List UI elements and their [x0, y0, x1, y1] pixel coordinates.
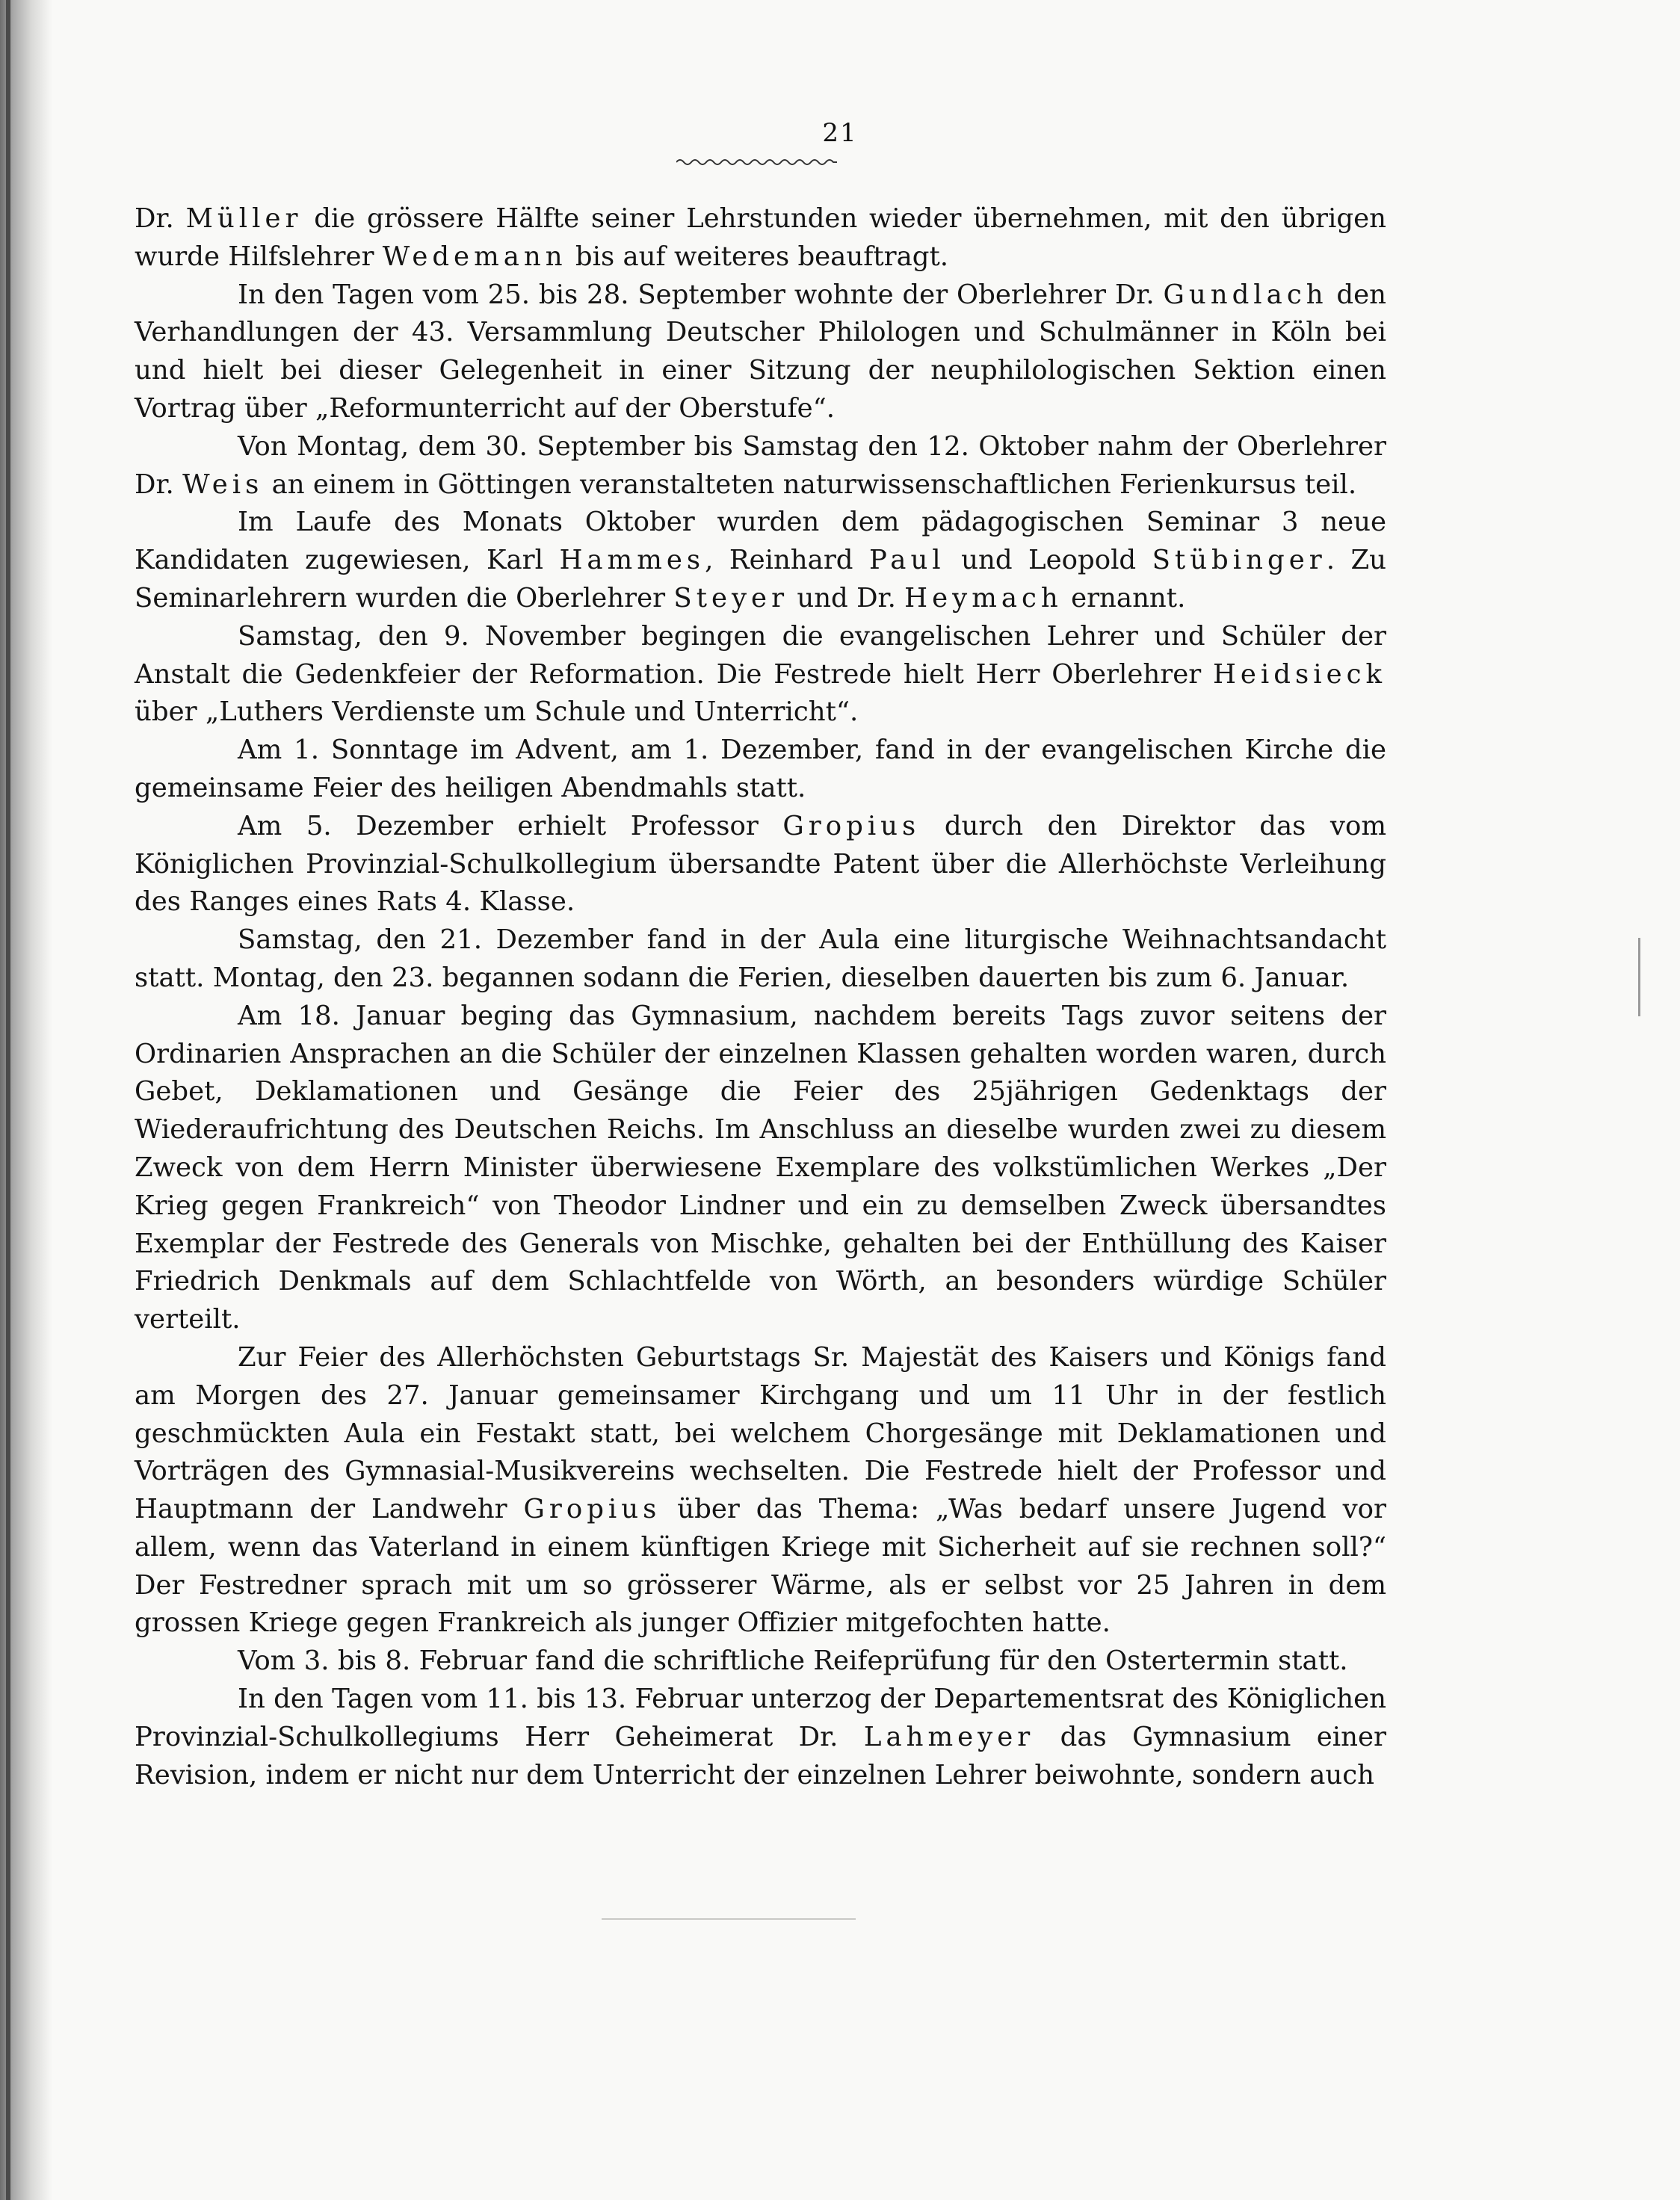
paragraph-p2 — [135, 276, 1386, 428]
text-run: ernannt. — [1062, 582, 1186, 614]
spaced-name: Stübinger — [1152, 545, 1327, 576]
spaced-name: Wedemann — [382, 241, 567, 272]
paragraph-p7 — [135, 808, 1386, 921]
bottom-rule — [602, 1918, 856, 1920]
text-run: . Zu Seminarlehrern wurden die Oberlehrer — [135, 545, 1386, 614]
text-run: und Leopold — [945, 545, 1152, 576]
text-run: Am 18. Januar beging das Gymnasium, nachdem bereits Tags zuvor seitens der Ordinarien Ansprachen an die Schüler der einzelnen Klassen gehalten worden waren, durch Gebet, Deklamationen und Gesänge die Feier des 25jährigen Gedenktags der Wiederaufrichtung des Deutschen Reichs. Im Anschluss an dieselbe wurden zwei zu diesem Zweck von dem Herrn Minister überwiesene Exemplare des volkstümlichen Werkes „Der Krieg gegen Frankreich“ von Theodor Lindner und ein zu demselben Zweck übersandtes Exemplar der Festrede des Generals von Mischke, gehalten bei der Enthüllung des Kaiser Friedrich Denkmals auf dem Schlachtfelde von Wörth, an besonders würdige Schüler verteilt. — [135, 1000, 1386, 1335]
text-run: Von Montag, dem 30. September bis Samstag den 12. Oktober nahm der Oberlehrer Dr. — [135, 430, 1386, 500]
text-run: Samstag, den 9. November begingen die evangelischen Lehrer und Schüler der Anstalt die Gedenkfeier der Reformation. Die Festrede hielt Herr Oberlehrer — [135, 620, 1386, 690]
text-run: In den Tagen vom 25. bis 28. September wohnte der Oberlehrer Dr. — [238, 279, 1164, 310]
paragraph-p9 — [135, 998, 1386, 1339]
text-run: Am 5. Dezember erhielt Professor — [238, 810, 783, 841]
spaced-name: Paul — [868, 545, 945, 576]
spaced-name: Hammes — [559, 545, 705, 576]
paragraph-p1 — [135, 200, 1386, 276]
text-run: , Reinhard — [705, 545, 869, 576]
paragraph-p8 — [135, 921, 1386, 998]
page-number-ornament — [676, 157, 837, 167]
text-run: den Verhandlungen der 43. Versammlung Deutscher Philologen und Schulmänner in Köln bei und hielt bei dieser Gelegenheit in einer Sitzung der neuphilologischen Sektion einen Vortrag über „Reformunterricht auf der Oberstufe“. — [135, 279, 1386, 424]
paragraph-p4 — [135, 504, 1386, 617]
binding-edge — [6, 0, 10, 2200]
text-run: Zur Feier des Allerhöchsten Geburtstags Sr. Majestät des Kaisers und Königs fand am Morgen des 27. Januar gemeinsamer Kirchgang und um 11 Uhr in der festlich geschmückten Aula ein Festakt statt, bei welchem Chorgesänge mit Deklamationen und Vorträgen des Gymnasial-Musikvereins wechselten. Die Festrede hielt der Professor und Hauptmann der Landwehr — [135, 1341, 1386, 1525]
paragraph-p3 — [135, 428, 1386, 504]
spaced-name: Heymach — [904, 582, 1063, 614]
spaced-name: Müller — [185, 203, 303, 234]
spaced-name: Heidsieck — [1212, 658, 1386, 690]
text-run: das Gymnasium einer Revision, indem er nicht nur dem Unterricht der einzelnen Lehrer beiwohnte, sondern auch — [135, 1721, 1387, 1790]
edge-mark — [1638, 938, 1640, 1016]
text-run: Am 1. Sonntage im Advent, am 1. Dezember, fand in der evangelischen Kirche die gemeinsame Feier des heiligen Abendmahls statt. — [135, 735, 1386, 803]
text-run: durch den Direktor das vom Königlichen Provinzial-Schulkollegium übersandte Patent über die Allerhöchste Verleihung des Ranges eines Rats 4. Klasse. — [135, 810, 1386, 918]
paragraph-p11 — [135, 1643, 1386, 1681]
page-number: 21 — [822, 118, 858, 148]
spaced-name: Lahmeyer — [863, 1721, 1035, 1752]
text-run: In den Tagen vom 11. bis 13. Februar unterzog der Departementsrat des Königlichen Provinzial-Schulkollegiums Herr Geheimerat Dr. — [135, 1684, 1386, 1752]
paragraph-p6 — [135, 732, 1386, 808]
body-text — [135, 200, 1386, 1794]
paragraph-p10 — [135, 1339, 1386, 1643]
text-run: Samstag, den 21. Dezember fand in der Aula eine liturgische Weihnachtsandacht statt. Montag, den 23. begannen sodann die Ferien, dieselben dauerten bis zum 6. Januar. — [135, 924, 1386, 993]
text-run: Dr. — [135, 203, 186, 234]
text-run: über „Luthers Verdienste um Schule und Unterricht“. — [135, 696, 859, 728]
text-run: Im Laufe des Monats Oktober wurden dem pädagogischen Seminar 3 neue Kandidaten zugewiesen, Karl — [135, 507, 1386, 576]
paragraph-p12 — [135, 1681, 1386, 1794]
text-run: bis auf weiteres beauftragt. — [566, 241, 949, 272]
text-run: über das Thema: „Was bedarf unsere Jugend vor allem, wenn das Vaterland in einem künftigen Kriege mit Sicherheit auf sie rechnen soll?“ Der Festredner sprach mit um so grösserer Wärme, als er selbst vor 25 Jahren in dem grossen Kriege gegen Frankreich als junger Offizier mitgefochten hatte. — [135, 1494, 1386, 1639]
text-run: an einem in Göttingen veranstalteten naturwissenschaftlichen Ferienkursus teil. — [263, 469, 1357, 500]
text-run: und Dr. — [788, 582, 905, 614]
spaced-name: Steyer — [673, 582, 789, 614]
text-run: die grössere Hälfte seiner Lehrstunden wieder übernehmen, mit den übrigen wurde Hilfslehrer — [135, 203, 1386, 272]
spaced-name: Gundlach — [1163, 279, 1328, 310]
spaced-name: Gropius — [523, 1494, 661, 1525]
text-run: Vom 3. bis 8. Februar fand die schriftliche Reifeprüfung für den Ostertermin statt. — [238, 1646, 1348, 1677]
spaced-name: Gropius — [782, 810, 921, 841]
spaced-name: Weis — [182, 469, 264, 500]
paragraph-p5 — [135, 618, 1386, 732]
